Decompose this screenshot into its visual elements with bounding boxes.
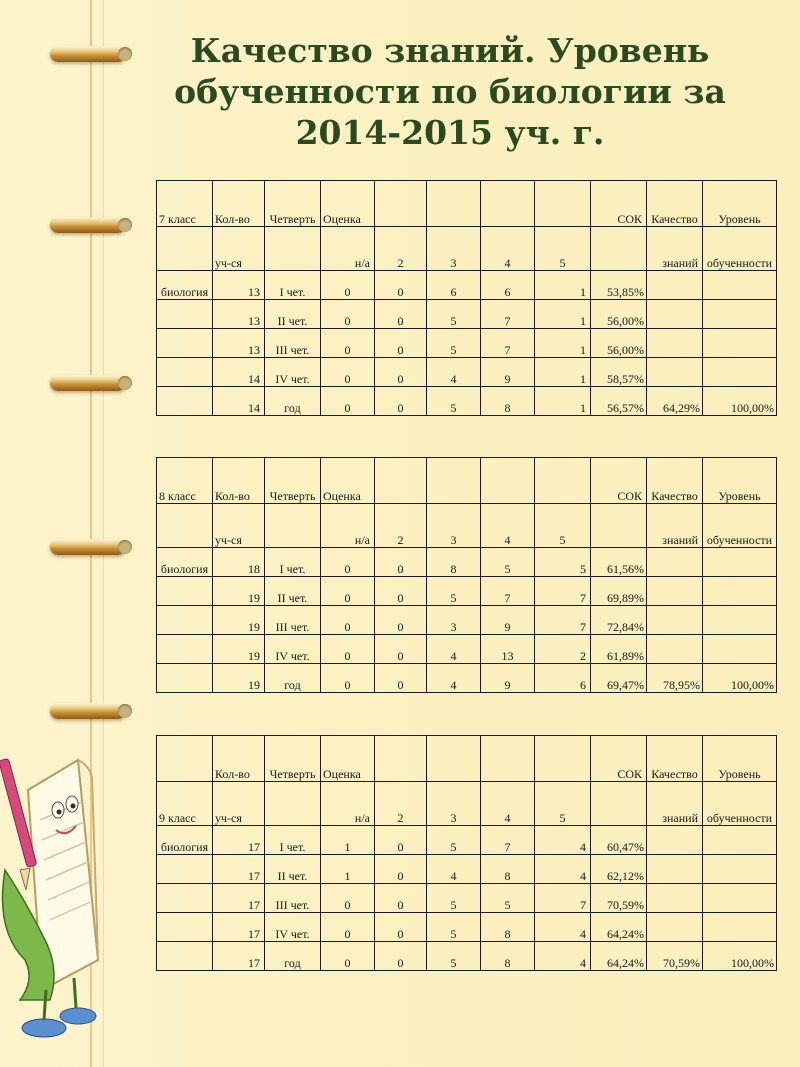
count-cell: 17 [213,913,265,942]
header-row [157,181,777,227]
level-cell [703,913,777,942]
grade4-cell: 7 [481,329,535,358]
col-uroven: Уровень [703,181,777,227]
grade4-cell: 8 [481,913,535,942]
period-cell: IV чет. [265,358,321,387]
empty-cell [427,458,481,504]
count-cell: 17 [213,942,265,971]
grade3-cell: 5 [427,826,481,855]
quality-cell [647,300,703,329]
grade5-cell: 4 [535,826,591,855]
grade5-cell: 1 [535,329,591,358]
grade5-cell: 1 [535,387,591,416]
sok-cell: 62,12% [591,855,647,884]
col-g4: 4 [481,504,535,548]
grade4-cell: 6 [481,271,535,300]
header-row [157,782,777,826]
grade4-cell: 8 [481,942,535,971]
count-cell: 13 [213,300,265,329]
na-cell: 1 [321,826,375,855]
subject-cell [157,300,213,329]
pencil-scroll-mascot-icon [0,750,110,1050]
sok-cell: 60,47% [591,826,647,855]
grade2-cell: 0 [375,577,427,606]
grade5-cell: 6 [535,664,591,693]
quality-cell: 64,29% [647,387,703,416]
empty-cell [535,181,591,227]
grade2-cell: 0 [375,635,427,664]
col-na: н/а [321,504,375,548]
grade3-cell: 5 [427,300,481,329]
count-cell: 17 [213,855,265,884]
subject-cell [157,635,213,664]
sok-cell: 72,84% [591,606,647,635]
sok-cell: 64,24% [591,942,647,971]
col-kolvo: Кол-во [213,736,265,782]
grade3-cell: 3 [427,606,481,635]
period-cell: год [265,942,321,971]
header-row [157,458,777,504]
table-row [157,855,777,884]
level-cell: 100,00% [703,942,777,971]
na-cell: 0 [321,913,375,942]
quality-cell [647,548,703,577]
grade5-cell: 2 [535,635,591,664]
subject-cell [157,884,213,913]
level-cell [703,855,777,884]
subject-cell [157,664,213,693]
count-cell: 18 [213,548,265,577]
col-uchsya: уч-ся [213,782,265,826]
grade2-cell: 0 [375,913,427,942]
col-kolvo: Кол-во [213,181,265,227]
grade3-cell: 5 [427,577,481,606]
title-line-2: обученности по биологии за [174,72,726,111]
quality-cell [647,855,703,884]
grade4-cell: 5 [481,884,535,913]
table-row [157,826,777,855]
count-cell: 19 [213,577,265,606]
table-row [157,884,777,913]
grade2-cell: 0 [375,855,427,884]
header-row [157,736,777,782]
col-chetvert: Четверть [265,736,321,782]
period-cell: IV чет. [265,635,321,664]
grade2-cell: 0 [375,664,427,693]
level-cell: 100,00% [703,387,777,416]
sok-cell: 56,00% [591,300,647,329]
count-cell: 13 [213,271,265,300]
col-kachestvo: Качество [647,736,703,782]
period-cell: I чет. [265,548,321,577]
period-cell: III чет. [265,606,321,635]
col-znaniy: знаний [647,782,703,826]
class-label [157,504,213,548]
sok-cell: 69,89% [591,577,647,606]
level-cell [703,329,777,358]
col-obuchennosti: обученности [703,504,777,548]
empty-cell [427,181,481,227]
table-row [157,942,777,971]
col-znaniy: знаний [647,504,703,548]
grade4-cell: 9 [481,606,535,635]
grade2-cell: 0 [375,606,427,635]
col-sok: СОК [591,736,647,782]
col-sok: СОК [591,181,647,227]
col-obuchennosti: обученности [703,227,777,271]
grade3-cell: 5 [427,942,481,971]
grade2-cell: 0 [375,271,427,300]
sok-cell: 53,85% [591,271,647,300]
na-cell: 0 [321,577,375,606]
quality-cell: 78,95% [647,664,703,693]
grade3-cell: 4 [427,664,481,693]
period-cell: II чет. [265,300,321,329]
level-cell [703,548,777,577]
empty-cell [265,227,321,271]
grade4-cell: 9 [481,664,535,693]
subject-cell [157,913,213,942]
col-otsenka: Оценка [321,736,375,782]
grade2-cell: 0 [375,884,427,913]
period-cell: IV чет. [265,913,321,942]
header-row [157,504,777,548]
grade5-cell: 7 [535,884,591,913]
empty-cell [591,782,647,826]
count-cell: 13 [213,329,265,358]
na-cell: 0 [321,548,375,577]
subject-cell [157,577,213,606]
grade-table-8 [156,457,777,693]
sok-cell: 58,57% [591,358,647,387]
grade4-cell: 7 [481,826,535,855]
grade4-cell: 13 [481,635,535,664]
count-cell: 19 [213,606,265,635]
col-chetvert: Четверть [265,181,321,227]
grade2-cell: 0 [375,329,427,358]
grade3-cell: 5 [427,884,481,913]
grade2-cell: 0 [375,942,427,971]
count-cell: 19 [213,635,265,664]
empty-cell [265,504,321,548]
title-line-1: Качество знаний. Уровень [190,31,710,70]
table-row [157,329,777,358]
grade4-cell: 8 [481,855,535,884]
class-label: 7 класс [157,181,213,227]
col-chetvert: Четверть [265,458,321,504]
empty-cell [375,181,427,227]
quality-cell: 70,59% [647,942,703,971]
table-row [157,300,777,329]
col-g4: 4 [481,782,535,826]
level-cell [703,606,777,635]
grade2-cell: 0 [375,358,427,387]
grade4-cell: 7 [481,577,535,606]
grade5-cell: 7 [535,606,591,635]
col-na: н/а [321,227,375,271]
empty-cell [265,782,321,826]
na-cell: 0 [321,387,375,416]
col-uchsya: уч-ся [213,504,265,548]
empty-cell [591,504,647,548]
quality-cell [647,635,703,664]
grade4-cell: 8 [481,387,535,416]
quality-cell [647,577,703,606]
sok-cell: 56,00% [591,329,647,358]
na-cell: 0 [321,271,375,300]
col-znaniy: знаний [647,227,703,271]
grade5-cell: 1 [535,358,591,387]
grade4-cell: 9 [481,358,535,387]
grade5-cell: 4 [535,942,591,971]
table-row [157,387,777,416]
period-cell: II чет. [265,577,321,606]
count-cell: 17 [213,826,265,855]
subject-cell [157,358,213,387]
table-row [157,271,777,300]
level-cell [703,635,777,664]
na-cell: 0 [321,329,375,358]
period-cell: III чет. [265,329,321,358]
table-row [157,913,777,942]
col-obuchennosti: обученности [703,782,777,826]
col-g2: 2 [375,227,427,271]
col-uroven: Уровень [703,736,777,782]
empty-cell [535,736,591,782]
empty-cell [427,736,481,782]
binder-ring-icon [50,536,132,558]
col-g2: 2 [375,504,427,548]
grade3-cell: 6 [427,271,481,300]
binder-ring-icon [50,372,132,394]
sok-cell: 61,56% [591,548,647,577]
count-cell: 17 [213,884,265,913]
grade4-cell: 5 [481,548,535,577]
col-g5: 5 [535,782,591,826]
col-g3: 3 [427,782,481,826]
sok-cell: 61,89% [591,635,647,664]
col-g3: 3 [427,227,481,271]
na-cell: 1 [321,855,375,884]
grade5-cell: 5 [535,548,591,577]
col-g5: 5 [535,227,591,271]
class-label [157,736,213,782]
level-cell [703,271,777,300]
binder-ring-icon [50,214,132,236]
subject-cell [157,942,213,971]
col-g2: 2 [375,782,427,826]
period-cell: год [265,664,321,693]
empty-cell [481,458,535,504]
na-cell: 0 [321,664,375,693]
empty-cell [375,458,427,504]
title-line-3: 2014-2015 уч. г. [295,113,605,152]
grade-table-9 [156,735,777,971]
level-cell [703,884,777,913]
grade3-cell: 5 [427,387,481,416]
col-uroven: Уровень [703,458,777,504]
col-sok: СОК [591,458,647,504]
class-label: 8 класс [157,458,213,504]
binder-ring-icon [50,700,132,722]
col-g3: 3 [427,504,481,548]
sok-cell: 56,57% [591,387,647,416]
quality-cell [647,826,703,855]
grade3-cell: 4 [427,635,481,664]
na-cell: 0 [321,358,375,387]
count-cell: 14 [213,387,265,416]
na-cell: 0 [321,635,375,664]
sok-cell: 64,24% [591,913,647,942]
col-kolvo: Кол-во [213,458,265,504]
grade5-cell: 1 [535,271,591,300]
na-cell: 0 [321,300,375,329]
grade2-cell: 0 [375,387,427,416]
level-cell [703,577,777,606]
level-cell [703,300,777,329]
table-row [157,635,777,664]
grade5-cell: 7 [535,577,591,606]
col-otsenka: Оценка [321,181,375,227]
subject-cell: биология [157,548,213,577]
empty-cell [481,181,535,227]
na-cell: 0 [321,942,375,971]
grade2-cell: 0 [375,300,427,329]
count-cell: 19 [213,664,265,693]
quality-cell [647,271,703,300]
class-label [157,227,213,271]
na-cell: 0 [321,884,375,913]
period-cell: III чет. [265,884,321,913]
quality-cell [647,329,703,358]
grade5-cell: 4 [535,913,591,942]
header-row [157,227,777,271]
grade3-cell: 8 [427,548,481,577]
grade4-cell: 7 [481,300,535,329]
quality-cell [647,913,703,942]
col-kachestvo: Качество [647,181,703,227]
period-cell: год [265,387,321,416]
subject-cell [157,606,213,635]
quality-cell [647,358,703,387]
grade2-cell: 0 [375,548,427,577]
subject-cell [157,387,213,416]
empty-cell [375,736,427,782]
level-cell: 100,00% [703,664,777,693]
empty-cell [481,736,535,782]
subject-cell: биология [157,826,213,855]
table-row [157,358,777,387]
period-cell: I чет. [265,271,321,300]
page-title [110,30,790,153]
table-row [157,664,777,693]
grade3-cell: 4 [427,855,481,884]
grade3-cell: 5 [427,329,481,358]
col-kachestvo: Качество [647,458,703,504]
empty-cell [591,227,647,271]
level-cell [703,826,777,855]
period-cell: II чет. [265,855,321,884]
col-uchsya: уч-ся [213,227,265,271]
subject-cell [157,855,213,884]
table-row [157,606,777,635]
subject-cell: биология [157,271,213,300]
table-row [157,548,777,577]
level-cell [703,358,777,387]
col-na: н/а [321,782,375,826]
quality-cell [647,606,703,635]
quality-cell [647,884,703,913]
sok-cell: 69,47% [591,664,647,693]
grade2-cell: 0 [375,826,427,855]
col-g4: 4 [481,227,535,271]
period-cell: I чет. [265,826,321,855]
sok-cell: 70,59% [591,884,647,913]
grade5-cell: 1 [535,300,591,329]
col-otsenka: Оценка [321,458,375,504]
empty-cell [535,458,591,504]
grade3-cell: 4 [427,358,481,387]
class-label: 9 класс [157,782,213,826]
grade3-cell: 5 [427,913,481,942]
grade5-cell: 4 [535,855,591,884]
na-cell: 0 [321,606,375,635]
count-cell: 14 [213,358,265,387]
col-g5: 5 [535,504,591,548]
table-row [157,577,777,606]
grade-table-7 [156,180,777,416]
subject-cell [157,329,213,358]
